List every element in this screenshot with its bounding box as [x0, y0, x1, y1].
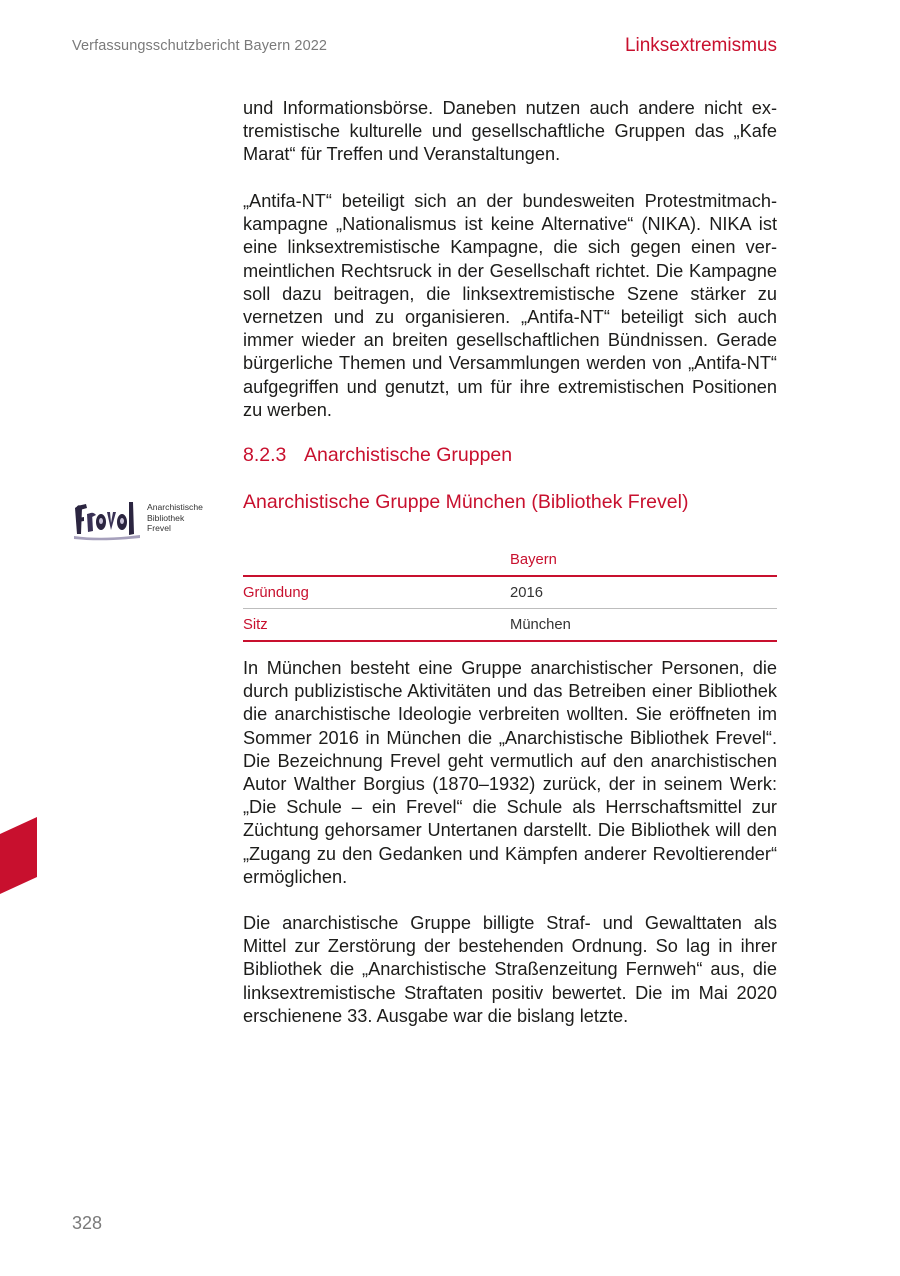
- paragraph: In München besteht eine Gruppe anarchistischer Personen, die durch publizistische Aktivitäten und das Betreiben einer Bibliothek die anarchistische Ideologie verbreiten wollten. Sie eröffneten im Sommer 2016 in München die „Anarchistische Bibliothek Frevel“. Die Bezeichnung Frevel geht vermutlich auf den anarchistischen Autor Walther Borgius (1870–1932) zurück, der in seinem Werk: „Die Schule – ein Frevel“ die Schule als Herrschaftsmittel zur Züchtung gehorsamer Untertanen darstellt. Die Bibliothek will den „Zugang zu den Gedanken und Kämpfen anderer Revoltierender“ ermöglichen.: [243, 658, 777, 887]
- logo-line: Bibliothek: [147, 512, 185, 523]
- table-row: [243, 576, 777, 609]
- subsection-heading: Anarchistische Gruppe München (Bibliothek Frevel): [243, 491, 689, 513]
- page-number: 328: [72, 1213, 103, 1233]
- row-label: Sitz: [243, 609, 510, 642]
- intro-text-2: [243, 190, 777, 422]
- chapter-marker: [0, 817, 37, 894]
- chapter-title: Linksextremismus: [624, 35, 777, 56]
- frevel-wordmark-icon: [72, 494, 144, 542]
- row-label: Gründung: [243, 576, 510, 609]
- row-value: München: [510, 609, 777, 642]
- logo-line: Frevel: [147, 523, 171, 533]
- section-title: Anarchistische Gruppen: [304, 444, 513, 466]
- paragraph: Die anarchistische Gruppe billigte Straf- und Gewalttaten als Mittel zur Zerstörung der bestehenden Ordnung. So lag in ihrer Bibliothek die „Anarchistische Straßenzeitung Fernweh“ aus, die linksextremistische Straftaten positiv bewertet. Die im Mai 2020 erschienene 33. Ausgabe war die bislang letzte.: [243, 913, 777, 1026]
- section-heading: [243, 444, 512, 467]
- table-header-row: [243, 544, 777, 576]
- body-text-2: [243, 912, 777, 1028]
- paragraph: und Informationsbörse. Daneben nutzen auch andere nicht extremistische kulturelle und gesellschaftliche Gruppen das „Kafe Marat“ für Treffen und Veranstaltungen.: [243, 98, 777, 165]
- running-header-title: Verfassungsschutzbericht Bayern 2022: [72, 38, 328, 54]
- facts-table: [243, 544, 777, 642]
- paragraph: „Antifa-NT“ beteiligt sich an der bundesweiten Protestmitmachkampagne „Nationalismus ist keine Alternative“ (NIKA). NIKA ist eine linksextremistische Kampagne, die sich gegen einen vermeintlichen Rechtsruck in der Gesellschaft richtet. Die Kampagne soll dazu beitragen, die linksextremistische Szene stärker zu vernetzen und zu organisieren. „Antifa-NT“ beteiligt sich auch immer wieder an breiten gesellschaftlichen Bündnissen. Gerade bürgerliche Themen und Versammlungen werden von „Antifa-NT“ aufgegriffen und genutzt, um für ihre extremistischen Positionen zu werben.: [243, 191, 777, 420]
- section-number: 8.2.3: [243, 444, 287, 466]
- frevel-logo: [72, 494, 222, 542]
- intro-text: [243, 97, 777, 167]
- row-value: 2016: [510, 576, 777, 609]
- logo-caption: [147, 502, 203, 534]
- body-text: [243, 657, 777, 889]
- table-corner: [243, 544, 510, 576]
- column-header: Bayern: [510, 544, 777, 576]
- logo-line: Anarchistische: [147, 502, 203, 512]
- table-row: [243, 609, 777, 642]
